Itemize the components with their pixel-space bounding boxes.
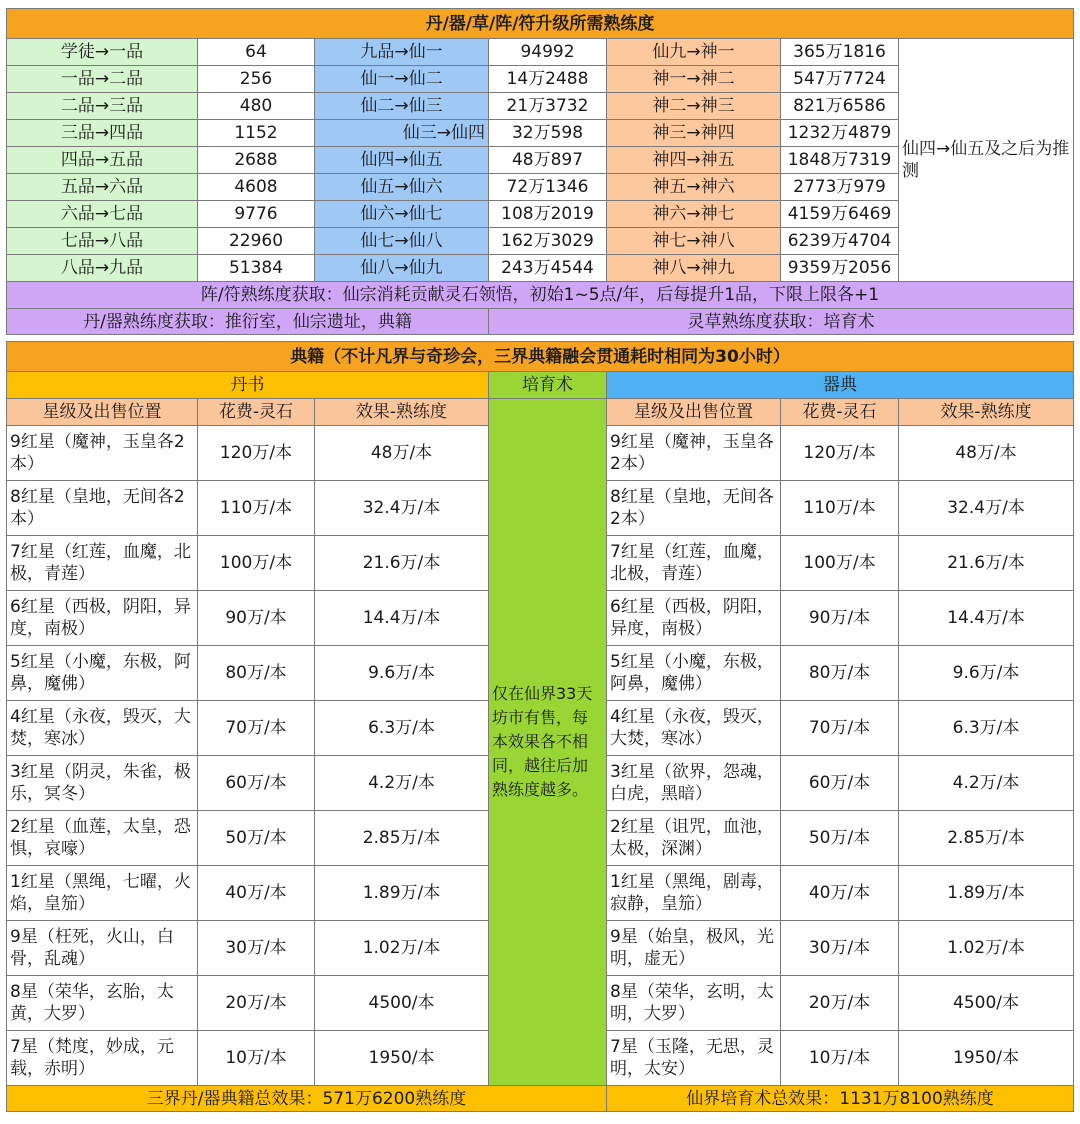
qi-book-effect: 1950/本 [899, 1031, 1074, 1086]
dan-book-effect: 14.4万/本 [315, 591, 489, 646]
shen-req: 821万6586 [781, 93, 899, 120]
shen-step: 神八→神九 [607, 255, 781, 282]
dan-book-cost: 30万/本 [198, 921, 315, 976]
mortal-step: 六品→七品 [7, 201, 198, 228]
xian-step: 仙七→仙八 [315, 228, 489, 255]
shen-step: 神二→神三 [607, 93, 781, 120]
dan-book-cost: 120万/本 [198, 426, 315, 481]
dan-book-name: 4红星（永夜，毁灭，大焚，寒冰） [7, 701, 198, 756]
qi-book-effect: 1.02万/本 [899, 921, 1074, 976]
level-requirements-table [6, 8, 1074, 335]
qi-book-name: 8红星（皇地，无间各2本） [607, 481, 781, 536]
mortal-step: 四品→五品 [7, 147, 198, 174]
dan-book-cost: 20万/本 [198, 976, 315, 1031]
shen-req: 2773万979 [781, 174, 899, 201]
dan-subheader-effect: 效果-熟练度 [315, 399, 489, 426]
qi-book-name: 4红星（永夜，毁灭，大焚，寒冰） [607, 701, 781, 756]
skill-proficiency-sheet [6, 8, 1073, 1117]
shen-req: 1848万7319 [781, 147, 899, 174]
dan-book-effect: 1950/本 [315, 1031, 489, 1086]
dan-book-effect: 1.89万/本 [315, 866, 489, 921]
xian-step: 仙三→仙四 [315, 120, 489, 147]
qi-book-cost: 120万/本 [781, 426, 899, 481]
qi-subheader-star: 星级及出售位置 [607, 399, 781, 426]
shen-req: 9359万2056 [781, 255, 899, 282]
mortal-step: 学徒→一品 [7, 39, 198, 66]
dan-book-name: 9红星（魔神，玉皇各2本） [7, 426, 198, 481]
xian-step: 仙四→仙五 [315, 147, 489, 174]
zhen-fu-note: 阵/符熟练度获取：仙宗消耗贡献灵石领悟，初始1~5点/年，后每提升1品，下限上限各+1 [7, 282, 1074, 309]
qi-book-effect: 6.3万/本 [899, 701, 1074, 756]
dan-book-effect: 48万/本 [315, 426, 489, 481]
mortal-step: 七品→八品 [7, 228, 198, 255]
dan-book-name: 2红星（血莲，太皇，恐惧，哀嚎） [7, 811, 198, 866]
qi-book-name: 9星（始皇，极风，光明，虚无） [607, 921, 781, 976]
qi-book-cost: 50万/本 [781, 811, 899, 866]
shen-req: 365万1816 [781, 39, 899, 66]
dan-book-name: 3红星（阴灵，朱雀，极乐，冥冬） [7, 756, 198, 811]
dan-qi-note: 丹/器熟练度获取：推衍室，仙宗遗址，典籍 [7, 309, 489, 335]
dan-subheader-star: 星级及出售位置 [7, 399, 198, 426]
title-bar: 丹/器/草/阵/符升级所需熟练度 [7, 9, 1074, 39]
xian-req: 32万598 [489, 120, 607, 147]
qi-book-cost: 70万/本 [781, 701, 899, 756]
danshu-header: 丹书 [7, 372, 489, 399]
mortal-step: 二品→三品 [7, 93, 198, 120]
dan-book-name: 9星（枉死，火山，白骨，乱魂） [7, 921, 198, 976]
shen-req: 4159万6469 [781, 201, 899, 228]
mortal-req: 2688 [198, 147, 315, 174]
qi-book-effect: 32.4万/本 [899, 481, 1074, 536]
footer-left: 三界丹/器典籍总效果：571万6200熟练度 [7, 1086, 607, 1112]
qi-book-cost: 80万/本 [781, 646, 899, 701]
xian-req: 48万897 [489, 147, 607, 174]
qi-book-cost: 20万/本 [781, 976, 899, 1031]
qidian-header: 器典 [607, 372, 1074, 399]
dan-book-effect: 21.6万/本 [315, 536, 489, 591]
peiyu-header: 培育术 [489, 372, 607, 399]
dan-book-effect: 4.2万/本 [315, 756, 489, 811]
dan-book-cost: 80万/本 [198, 646, 315, 701]
xian-step: 仙二→仙三 [315, 93, 489, 120]
mortal-req: 64 [198, 39, 315, 66]
dan-book-name: 7红星（红莲，血魔，北极，青莲） [7, 536, 198, 591]
dan-book-name: 6红星（西极，阴阳，异度，南极） [7, 591, 198, 646]
dan-book-cost: 70万/本 [198, 701, 315, 756]
xian-step: 仙一→仙二 [315, 66, 489, 93]
dan-book-cost: 100万/本 [198, 536, 315, 591]
peiyu-note: 仅在仙界33天坊市有售，每本效果各不相同，越往后加熟练度越多。 [489, 399, 607, 1086]
xian-step: 仙五→仙六 [315, 174, 489, 201]
shen-step: 神五→神六 [607, 174, 781, 201]
dan-book-cost: 110万/本 [198, 481, 315, 536]
shen-step: 神七→神八 [607, 228, 781, 255]
qi-book-effect: 48万/本 [899, 426, 1074, 481]
xian-req: 72万1346 [489, 174, 607, 201]
qi-book-name: 1红星（黑绳，剧毒，寂静，皇笳） [607, 866, 781, 921]
mortal-req: 480 [198, 93, 315, 120]
dan-subheader-cost: 花费-灵石 [198, 399, 315, 426]
qi-book-effect: 1.89万/本 [899, 866, 1074, 921]
qi-book-name: 3红星（欲界，怨魂，白虎，黑暗） [607, 756, 781, 811]
mortal-req: 22960 [198, 228, 315, 255]
qi-book-cost: 100万/本 [781, 536, 899, 591]
mortal-step: 一品→二品 [7, 66, 198, 93]
herb-note: 灵草熟练度获取：培育术 [489, 309, 1074, 335]
mortal-req: 9776 [198, 201, 315, 228]
qi-book-cost: 30万/本 [781, 921, 899, 976]
xian-step: 仙八→仙九 [315, 255, 489, 282]
dan-book-name: 8红星（皇地，无间各2本） [7, 481, 198, 536]
qi-book-name: 8星（荣华，玄明，太明，大罗） [607, 976, 781, 1031]
books-title-bar: 典籍（不计凡界与奇珍会，三界典籍融会贯通耗时相同为30小时） [7, 342, 1074, 372]
qi-book-cost: 110万/本 [781, 481, 899, 536]
xian-req: 243万4544 [489, 255, 607, 282]
qi-book-effect: 9.6万/本 [899, 646, 1074, 701]
shen-step: 神一→神二 [607, 66, 781, 93]
mortal-step: 五品→六品 [7, 174, 198, 201]
mortal-step: 三品→四品 [7, 120, 198, 147]
side-note: 仙四→仙五及之后为推测 [899, 39, 1074, 282]
shen-req: 547万7724 [781, 66, 899, 93]
qi-book-cost: 40万/本 [781, 866, 899, 921]
qi-book-cost: 10万/本 [781, 1031, 899, 1086]
shen-step: 神四→神五 [607, 147, 781, 174]
dan-book-name: 8星（荣华，玄胎，太黄，大罗） [7, 976, 198, 1031]
level-row [7, 39, 1074, 66]
dan-book-effect: 9.6万/本 [315, 646, 489, 701]
qi-book-effect: 4.2万/本 [899, 756, 1074, 811]
mortal-req: 4608 [198, 174, 315, 201]
mortal-step: 八品→九品 [7, 255, 198, 282]
mortal-req: 51384 [198, 255, 315, 282]
shen-req: 1232万4879 [781, 120, 899, 147]
qi-subheader-effect: 效果-熟练度 [899, 399, 1074, 426]
shen-req: 6239万4704 [781, 228, 899, 255]
mortal-req: 256 [198, 66, 315, 93]
xian-step: 九品→仙一 [315, 39, 489, 66]
xian-req: 21万3732 [489, 93, 607, 120]
dan-book-cost: 90万/本 [198, 591, 315, 646]
shen-step: 神六→神七 [607, 201, 781, 228]
qi-book-name: 5红星（小魔，东极，阿鼻，魔佛） [607, 646, 781, 701]
xian-req: 108万2019 [489, 201, 607, 228]
qi-book-name: 2红星（诅咒，血池，太极，深渊） [607, 811, 781, 866]
shen-step: 仙九→神一 [607, 39, 781, 66]
books-table [6, 341, 1074, 1112]
dan-book-effect: 2.85万/本 [315, 811, 489, 866]
dan-book-name: 5红星（小魔，东极，阿鼻，魔佛） [7, 646, 198, 701]
xian-req: 162万3029 [489, 228, 607, 255]
qi-subheader-cost: 花费-灵石 [781, 399, 899, 426]
dan-book-effect: 4500/本 [315, 976, 489, 1031]
dan-book-name: 7星（梵度，妙成，元载，赤明） [7, 1031, 198, 1086]
dan-book-effect: 1.02万/本 [315, 921, 489, 976]
qi-book-effect: 2.85万/本 [899, 811, 1074, 866]
xian-req: 14万2488 [489, 66, 607, 93]
qi-book-name: 6红星（西极，阴阳，异度，南极） [607, 591, 781, 646]
dan-book-effect: 32.4万/本 [315, 481, 489, 536]
dan-book-effect: 6.3万/本 [315, 701, 489, 756]
dan-book-name: 1红星（黑绳，七曜，火焰，皇笳） [7, 866, 198, 921]
mortal-req: 1152 [198, 120, 315, 147]
dan-book-cost: 40万/本 [198, 866, 315, 921]
qi-book-name: 7红星（红莲，血魔，北极，青莲） [607, 536, 781, 591]
qi-book-name: 7星（玉隆，无思，灵明，太安） [607, 1031, 781, 1086]
qi-book-cost: 60万/本 [781, 756, 899, 811]
qi-book-effect: 14.4万/本 [899, 591, 1074, 646]
qi-book-effect: 4500/本 [899, 976, 1074, 1031]
qi-book-cost: 90万/本 [781, 591, 899, 646]
shen-step: 神三→神四 [607, 120, 781, 147]
qi-book-effect: 21.6万/本 [899, 536, 1074, 591]
dan-book-cost: 60万/本 [198, 756, 315, 811]
xian-req: 94992 [489, 39, 607, 66]
qi-book-name: 9红星（魔神，玉皇各2本） [607, 426, 781, 481]
footer-right: 仙界培育术总效果：1131万8100熟练度 [607, 1086, 1074, 1112]
xian-step: 仙六→仙七 [315, 201, 489, 228]
dan-book-cost: 50万/本 [198, 811, 315, 866]
dan-book-cost: 10万/本 [198, 1031, 315, 1086]
